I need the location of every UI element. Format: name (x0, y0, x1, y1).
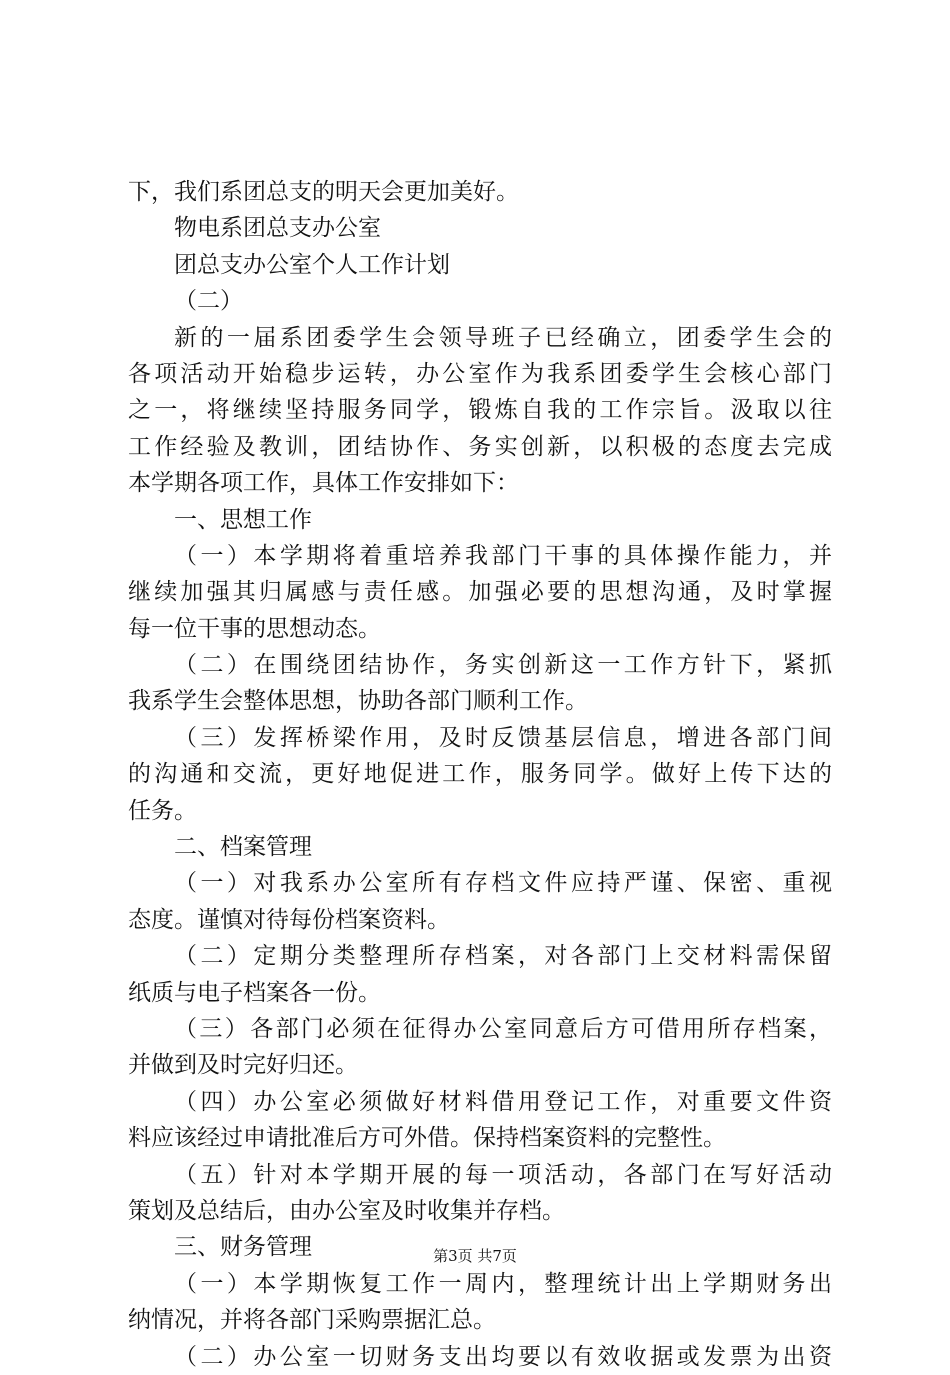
text-line: 工作经验及教训，团结协作、务实创新，以积极的态度去完成 (128, 433, 832, 460)
text-line: （二）定期分类整理所存档案，对各部门上交材料需保留 (174, 943, 832, 970)
text-line: （五）针对本学期开展的每一项活动，各部门在写好活动 (174, 1161, 832, 1188)
text-line: 任务。 (128, 797, 197, 824)
text-line: 之一，将继续坚持服务同学，锻炼自我的工作宗旨。汲取以往 (128, 397, 832, 424)
text-line: 策划及总结后，由办公室及时收集并存档。 (128, 1197, 565, 1224)
text-line: （二）办公室一切财务支出均要以有效收据或发票为出资 (174, 1343, 832, 1370)
page-footer: 第3页 共7页 (433, 1247, 517, 1265)
text-line: 本学期各项工作，具体工作安排如下： (128, 470, 519, 497)
text-line: 料应该经过申请批准后方可外借。保持档案资料的完整性。 (128, 1125, 726, 1152)
document-body (128, 174, 832, 1375)
text-line: （一）本学期恢复工作一周内，整理统计出上学期财务出 (174, 1270, 832, 1297)
text-line: 态度。谨慎对待每份档案资料。 (128, 906, 450, 933)
text-line: 一、思想工作 (174, 506, 312, 533)
text-line: 三、财务管理 (174, 1234, 312, 1261)
text-line: 团总支办公室个人工作计划 (174, 251, 450, 278)
text-line: 下，我们系团总支的明天会更加美好。 (128, 179, 519, 205)
text-line: 纳情况，并将各部门采购票据汇总。 (128, 1307, 496, 1334)
text-line: 的沟通和交流，更好地促进工作，服务同学。做好上传下达的 (128, 761, 832, 788)
text-line: 纸质与电子档案各一份。 (128, 979, 381, 1006)
text-line: （二） (174, 288, 243, 315)
text-line: 我系学生会整体思想，协助各部门顺利工作。 (128, 688, 588, 715)
text-line: （三）各部门必须在征得办公室同意后方可借用所存档案， (174, 1015, 832, 1042)
text-line: 新的一届系团委学生会领导班子已经确立，团委学生会的 (174, 324, 832, 351)
text-line: 物电系团总支办公室 (174, 215, 381, 242)
text-line: 各项活动开始稳步运转，办公室作为我系团委学生会核心部门 (128, 360, 832, 387)
text-line: （一）本学期将着重培养我部门干事的具体操作能力，并 (174, 542, 832, 569)
text-line: 每一位干事的思想动态。 (128, 615, 381, 642)
text-line: 并做到及时完好归还。 (128, 1052, 358, 1079)
text-line: 二、档案管理 (174, 834, 312, 861)
text-line: （四）办公室必须做好材料借用登记工作，对重要文件资 (174, 1088, 832, 1115)
text-line: （三）发挥桥梁作用，及时反馈基层信息，增进各部门间 (174, 724, 832, 751)
text-line: （二）在围绕团结协作，务实创新这一工作方针下，紧抓 (174, 652, 832, 679)
text-line: （一）对我系办公室所有存档文件应持严谨、保密、重视 (174, 870, 832, 897)
text-line: 继续加强其归属感与责任感。加强必要的思想沟通，及时掌握 (128, 579, 832, 606)
